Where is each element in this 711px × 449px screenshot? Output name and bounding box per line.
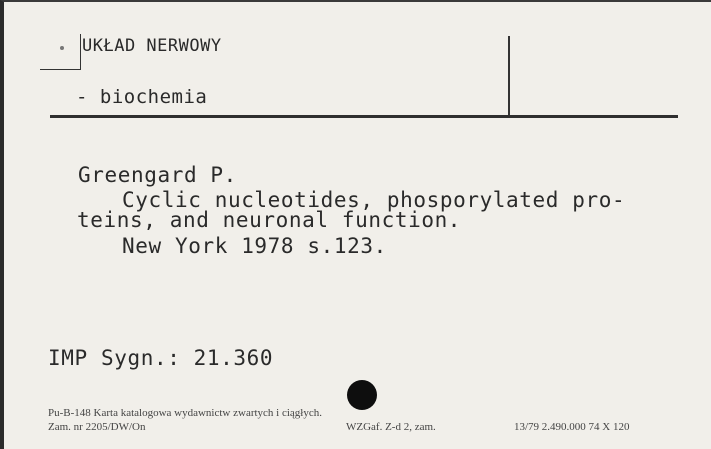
subject-subheading: - biochemia [76, 86, 208, 108]
footer-form-line: Pu-B-148 Karta katalogowa wydawnictw zwartych i ciągłych. [48, 407, 322, 419]
title-line-1: Cyclic nucleotides, phosporylated pro- [122, 188, 626, 212]
header-divider-vertical [508, 36, 510, 118]
header-divider-horizontal [50, 115, 678, 118]
footer-order-number: Zam. nr 2205/DW/On [48, 421, 146, 433]
title-line-2: teins, and neuronal function. [77, 208, 462, 232]
ink-dot [60, 46, 64, 50]
author: Greengard P. [78, 163, 237, 187]
heading-bracket-horizontal [40, 69, 81, 70]
subject-heading: UKŁAD NERWOWY [82, 36, 222, 56]
footer-printer: WZGaf. Z-d 2, zam. [346, 421, 436, 433]
call-number: IMP Sygn.: 21.360 [48, 346, 274, 370]
publication-info: New York 1978 s.123. [122, 234, 387, 258]
footer-print-run: 13/79 2.490.000 74 X 120 [514, 421, 630, 433]
heading-bracket-vertical [80, 34, 81, 70]
punch-hole [347, 380, 377, 410]
